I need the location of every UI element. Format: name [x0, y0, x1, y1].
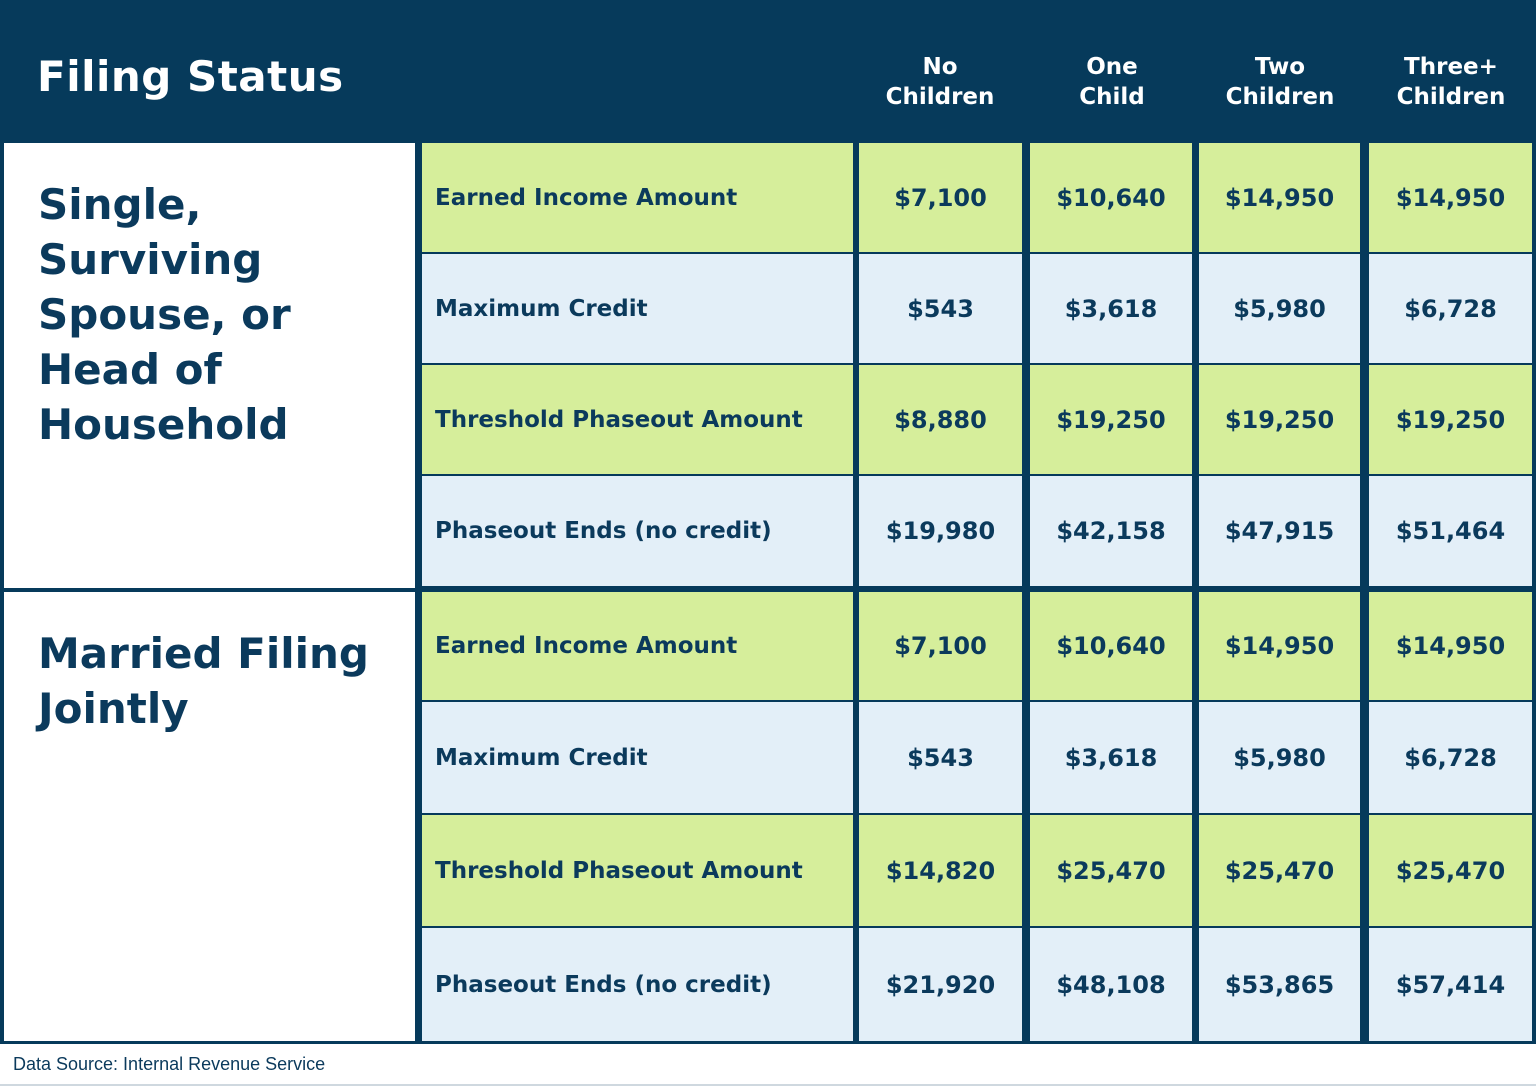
row-label: Phaseout Ends (no credit): [422, 928, 853, 1041]
value-cell: $8,880: [859, 365, 1022, 474]
value-cell: $47,915: [1199, 476, 1360, 586]
value-cell: $10,640: [1030, 592, 1192, 700]
value-cell: $14,820: [859, 815, 1022, 926]
row-label: Threshold Phaseout Amount: [422, 365, 853, 474]
value-cell: $14,950: [1369, 143, 1532, 252]
value-cell: $25,470: [1030, 815, 1192, 926]
value-cell: $7,100: [859, 143, 1022, 252]
bottom-divider: [0, 1084, 1536, 1086]
value-cell: $51,464: [1369, 476, 1532, 586]
group-cell: [4, 592, 415, 1041]
column-header-two-children: Two Children: [1225, 54, 1335, 110]
value-cell: $14,950: [1199, 592, 1360, 700]
row-label: Maximum Credit: [422, 702, 853, 813]
value-cell: $19,250: [1030, 365, 1192, 474]
header-title: Filing Status: [37, 52, 344, 101]
filing-status-label: Married Filing Jointly: [38, 629, 369, 733]
value-cell: $14,950: [1199, 143, 1360, 252]
value-cell: $543: [859, 254, 1022, 363]
value-cell: $543: [859, 702, 1022, 813]
row-label: Phaseout Ends (no credit): [422, 476, 853, 586]
value-cell: $3,618: [1030, 254, 1192, 363]
row-label: Earned Income Amount: [422, 592, 853, 700]
value-cell: $25,470: [1199, 815, 1360, 926]
value-cell: $5,980: [1199, 254, 1360, 363]
value-cell: $19,980: [859, 476, 1022, 586]
row-label: Maximum Credit: [422, 254, 853, 363]
value-cell: $3,618: [1030, 702, 1192, 813]
value-cell: $19,250: [1199, 365, 1360, 474]
value-cell: $10,640: [1030, 143, 1192, 252]
column-header-no-children: No Children: [885, 54, 995, 110]
row-label: Threshold Phaseout Amount: [422, 815, 853, 926]
value-cell: $42,158: [1030, 476, 1192, 586]
value-cell: $21,920: [859, 928, 1022, 1041]
value-cell: $53,865: [1199, 928, 1360, 1041]
row-label: Earned Income Amount: [422, 143, 853, 252]
group-cell: [4, 143, 415, 588]
value-cell: $19,250: [1369, 365, 1532, 474]
value-cell: $48,108: [1030, 928, 1192, 1041]
filing-status-label: Single, Surviving Spouse, or Head of Household: [38, 180, 291, 449]
value-cell: $5,980: [1199, 702, 1360, 813]
value-cell: $7,100: [859, 592, 1022, 700]
value-cell: $25,470: [1369, 815, 1532, 926]
data-source-note: Data Source: Internal Revenue Service: [13, 1054, 326, 1074]
value-cell: $14,950: [1369, 592, 1532, 700]
value-cell: $6,728: [1369, 254, 1532, 363]
column-header-three-plus-children: Three+ Children: [1396, 54, 1506, 110]
table-header: [0, 0, 1536, 140]
value-cell: $57,414: [1369, 928, 1532, 1041]
column-header-one-child: One Child: [1079, 54, 1145, 110]
value-cell: $6,728: [1369, 702, 1532, 813]
